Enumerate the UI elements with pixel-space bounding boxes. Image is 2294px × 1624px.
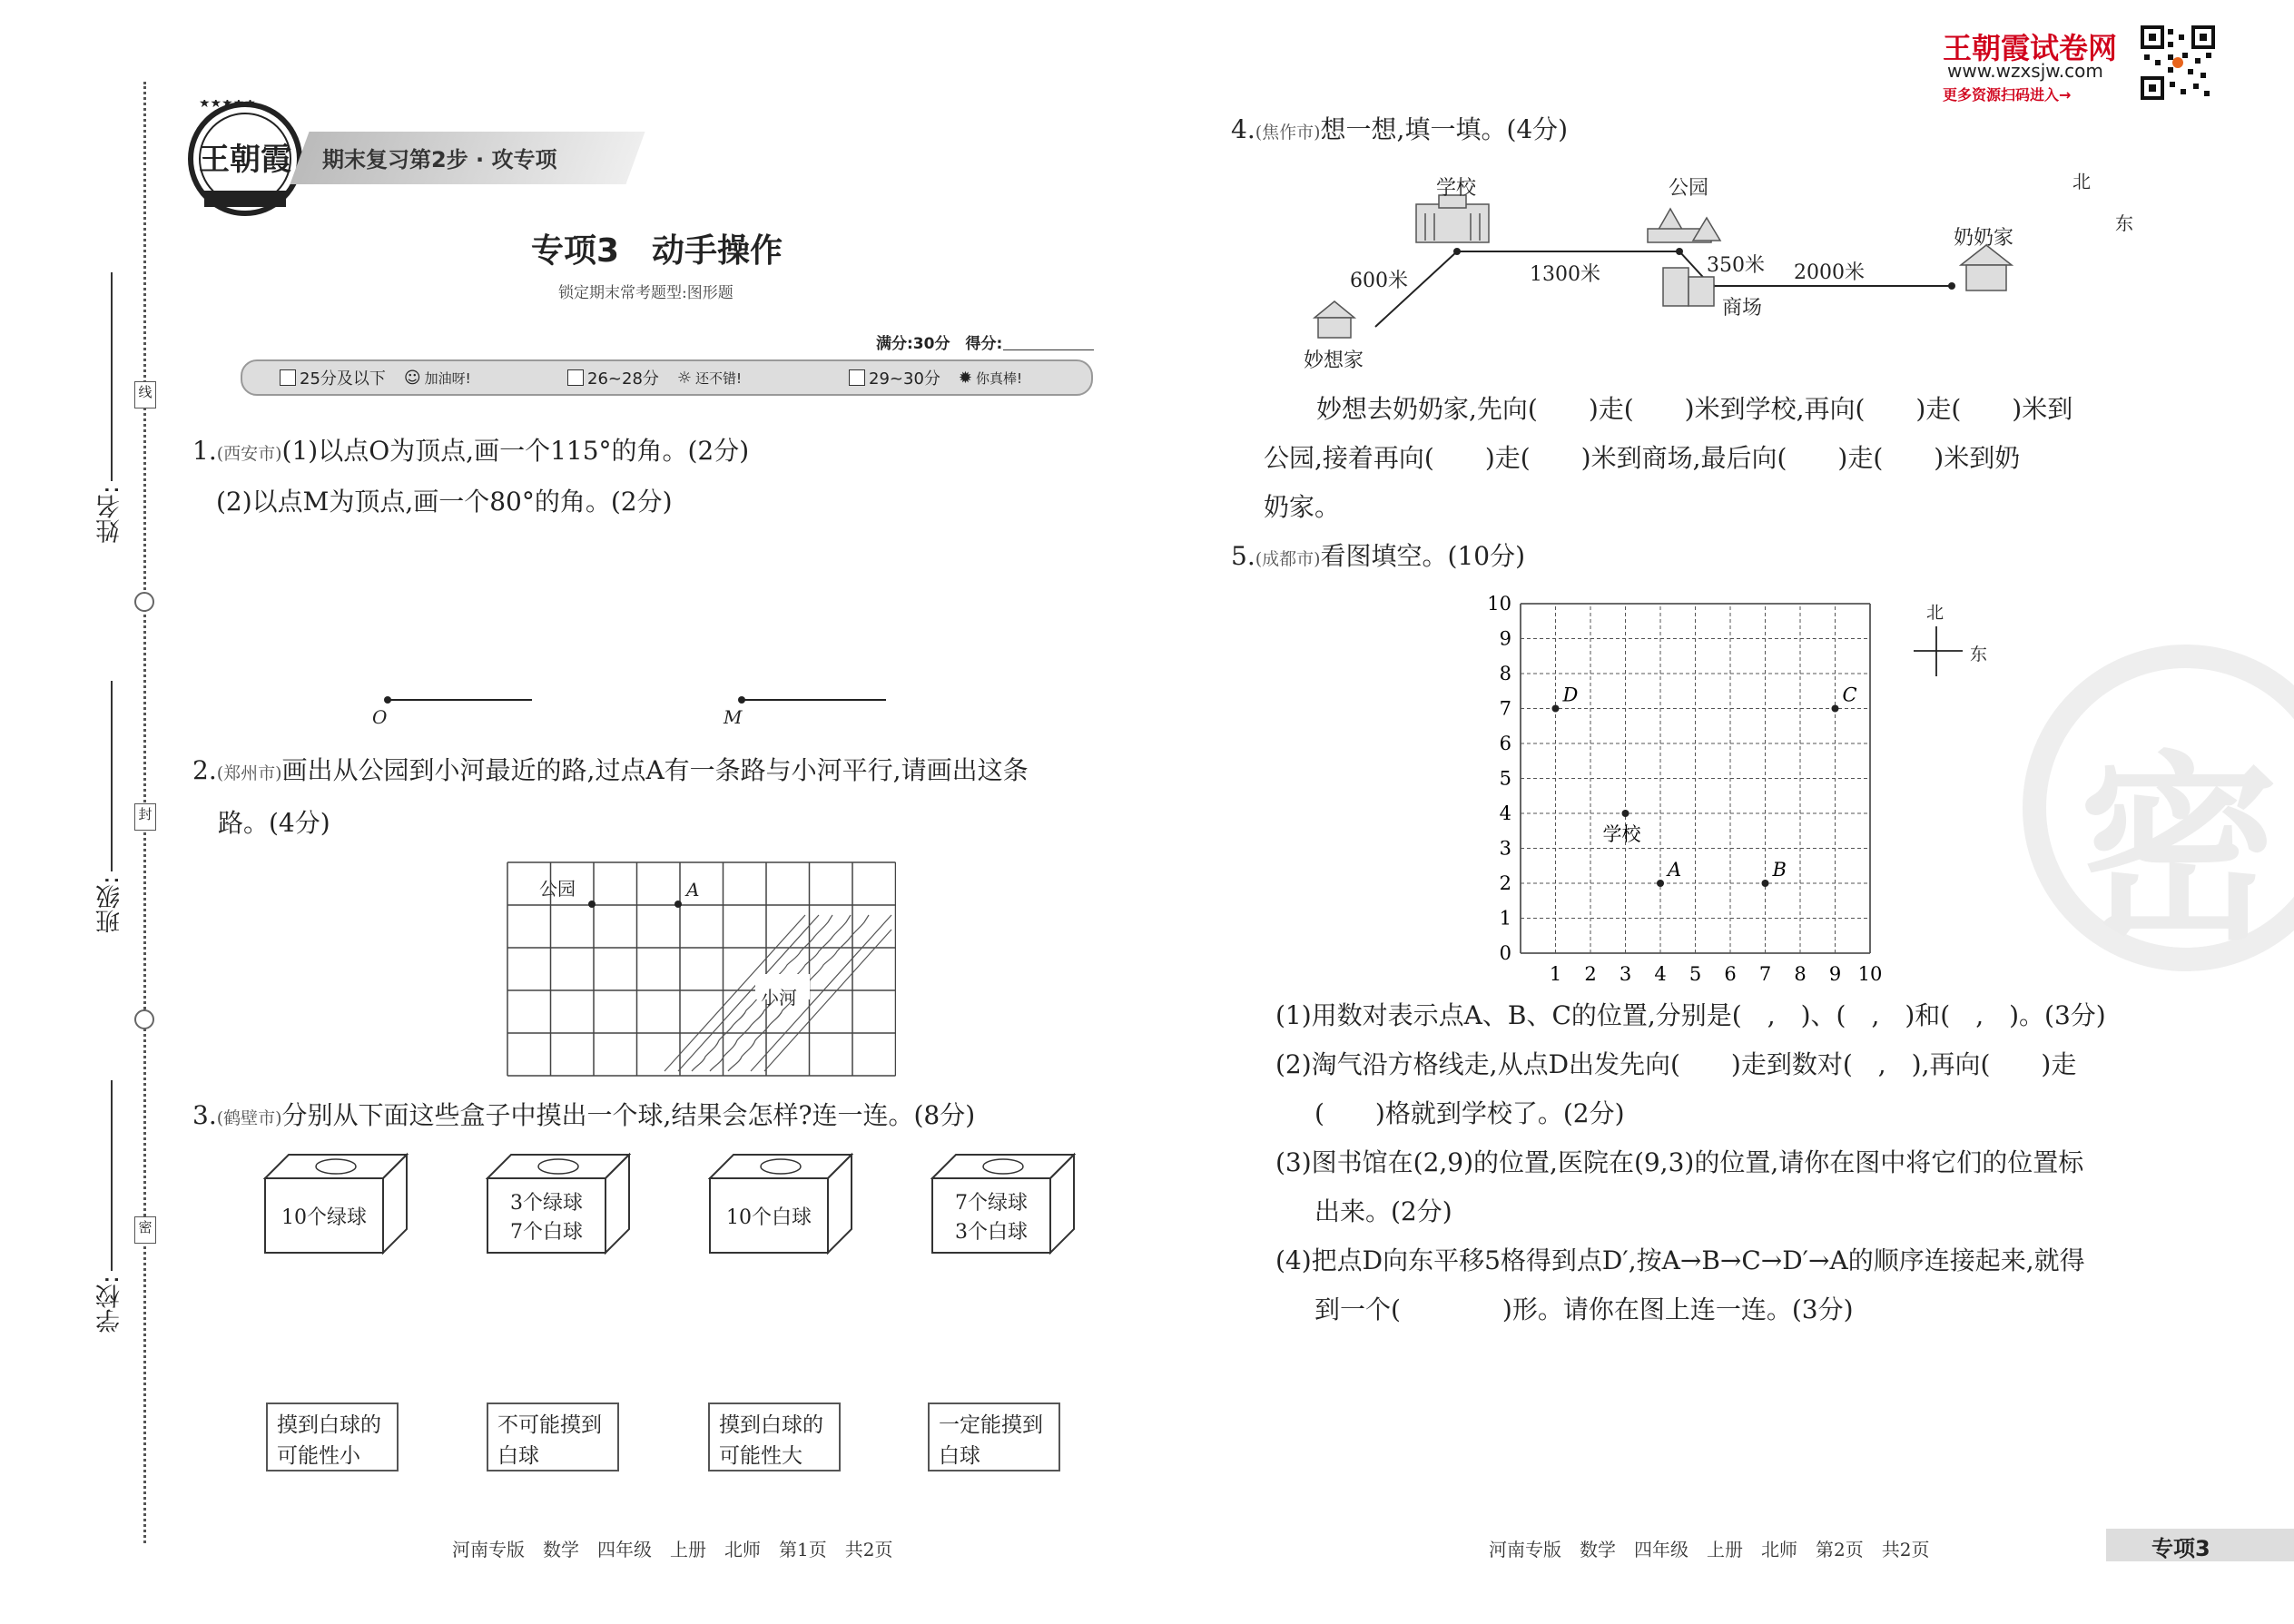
- q4-para-1[interactable]: 妙想去奶奶家,先向( )走( )米到学校,再向( )走( )米到: [1316, 394, 2073, 424]
- q5-sub-1[interactable]: (1)用数对表示点A、B、C的位置,分别是( , )、( , )和( , )。(3分): [1275, 1000, 2106, 1030]
- rating-1[interactable]: 25分及以下 ☺ 加油呀!: [280, 366, 471, 389]
- school-blank[interactable]: [111, 1080, 113, 1271]
- label-o: O: [372, 706, 388, 728]
- q5-sub-3[interactable]: ( )格就到学校了。(2分): [1314, 1098, 1625, 1128]
- y-tick-label: 0: [1499, 942, 1511, 964]
- result-box[interactable]: 一定能摸到 白球: [928, 1403, 1060, 1471]
- q5-sub-6: (4)把点D向东平移5格得到点D′,按A→B→C→D′→A的顺序连接起来,就得: [1275, 1245, 2085, 1275]
- q5-line: 5.(成都市)看图填空。(10分): [1231, 541, 1526, 571]
- park-label: 公园: [539, 878, 576, 900]
- star-icon: ✹: [958, 368, 972, 388]
- checkbox-icon[interactable]: [280, 369, 296, 386]
- footer-tab: 专项3: [2151, 1536, 2210, 1561]
- box-contents: 7个绿球 3个白球: [955, 1192, 1028, 1244]
- x-tick-label: 4: [1654, 963, 1667, 985]
- compass-north: 北: [2072, 171, 2091, 192]
- box-contents: 10个绿球: [281, 1206, 367, 1229]
- score-line: 满分:30分 得分:: [876, 335, 1003, 353]
- q5-compass-icon: [1906, 622, 1970, 685]
- grid-point-label: C: [1842, 684, 1857, 706]
- checkbox-icon[interactable]: [567, 369, 584, 386]
- distance-4: 2000米: [1794, 261, 1865, 284]
- score-blank[interactable]: [1003, 349, 1094, 350]
- banner-text: 期末复习第2步 · 攻专项: [322, 147, 557, 172]
- smiley-icon: ☺: [403, 368, 421, 388]
- q2-line2: 路。(4分): [218, 808, 330, 838]
- q4-para-2[interactable]: 公园,接着再向( )走( )米到商场,最后向( )走( )米到奶: [1264, 443, 2021, 473]
- page-title: 专项3 动手操作: [531, 232, 783, 270]
- compass-east: 东: [2115, 212, 2133, 234]
- footer-left: 河南专版 数学 四年级 上册 北师 第1页 共2页: [452, 1539, 893, 1560]
- grid-point-label: D: [1562, 684, 1579, 706]
- grid-point: [1552, 705, 1560, 713]
- q5-sub-5: 出来。(2分): [1314, 1196, 1452, 1226]
- x-tick-label: 9: [1828, 963, 1842, 985]
- grid-point: [1657, 880, 1664, 887]
- river-label: 小河: [761, 987, 797, 1009]
- park-point: [588, 901, 596, 908]
- x-tick-label: 3: [1619, 963, 1632, 985]
- x-tick-label: 10: [1857, 963, 1883, 985]
- park-icon: [1648, 209, 1720, 242]
- ball-box[interactable]: [930, 1151, 1076, 1259]
- grandma-house-icon: [1961, 245, 2012, 290]
- y-tick-label: 7: [1499, 697, 1511, 720]
- x-tick-label: 2: [1584, 963, 1597, 985]
- label-m: M: [724, 706, 743, 728]
- page-subtitle: 锁定期末常考题型:图形题: [558, 284, 733, 302]
- class-blank[interactable]: [111, 681, 113, 871]
- name-blank[interactable]: [111, 272, 113, 481]
- class-label: 班级:: [96, 876, 124, 934]
- svg-text:★★★★★: ★★★★★: [199, 100, 256, 111]
- x-tick-label: 1: [1549, 963, 1562, 985]
- grid-point-label: 学校: [1602, 823, 1641, 845]
- seal-mark-line: 线: [134, 381, 156, 408]
- watermark-text: 密: [2079, 734, 2279, 967]
- qr-code-icon[interactable]: [2141, 25, 2215, 100]
- y-tick-label: 9: [1499, 627, 1511, 650]
- map-label-grandma: 奶奶家: [1954, 227, 2014, 250]
- sun-icon: ☼: [676, 368, 693, 388]
- q1-line2: (2)以点M为顶点,画一个80°的角。(2分): [216, 487, 673, 517]
- ball-box[interactable]: [708, 1151, 853, 1259]
- q5-sub-2[interactable]: (2)淘气沿方格线走,从点D出发先向( )走到数对( , ),再向( )走: [1275, 1049, 2077, 1079]
- checkbox-icon[interactable]: [849, 369, 865, 386]
- y-tick-label: 8: [1499, 663, 1511, 684]
- map-label-school: 学校: [1436, 177, 1477, 200]
- q5-compass-north: 北: [1926, 603, 1944, 623]
- seal-mark-secret: 密: [134, 1216, 156, 1244]
- rating-2[interactable]: 26~28分 ☼ 还不错!: [567, 366, 742, 389]
- x-tick-label: 8: [1794, 963, 1807, 985]
- school-icon: [1416, 195, 1489, 242]
- binding-hole: [134, 592, 154, 612]
- q5-sub-4: (3)图书馆在(2,9)的位置,医院在(9,3)的位置,请你在图中将它们的位置标: [1275, 1147, 2084, 1177]
- q5-compass-east: 东: [1970, 645, 1988, 664]
- x-tick-label: 7: [1758, 963, 1772, 985]
- ball-box[interactable]: [263, 1151, 409, 1259]
- distance-2: 1300米: [1530, 263, 1600, 286]
- seal-mark-seal: 封: [134, 803, 156, 831]
- logo-text: 王朝霞: [199, 142, 291, 178]
- y-tick-label: 6: [1499, 733, 1511, 754]
- name-label: 姓名:: [96, 486, 124, 544]
- grid-point-label: B: [1772, 859, 1787, 881]
- y-tick-label: 3: [1499, 837, 1511, 860]
- coordinate-grid[interactable]: [1471, 581, 1888, 999]
- result-box[interactable]: 不可能摸到 白球: [487, 1403, 619, 1471]
- brand-name[interactable]: 王朝霞试卷网: [1943, 31, 2118, 65]
- grid-point: [1832, 705, 1839, 713]
- distance-3: 350米: [1707, 254, 1765, 277]
- y-tick-label: 5: [1499, 767, 1511, 790]
- footer-right: 河南专版 数学 四年级 上册 北师 第2页 共2页: [1489, 1539, 1930, 1560]
- point-a-label: A: [686, 879, 700, 901]
- q4-para-3: 奶家。: [1264, 492, 1341, 522]
- home-icon: [1314, 301, 1354, 338]
- y-tick-label: 10: [1487, 593, 1511, 615]
- rating-3[interactable]: 29~30分 ✹ 你真棒!: [849, 366, 1022, 389]
- x-tick-label: 5: [1689, 963, 1702, 985]
- map-label-home: 妙想家: [1304, 349, 1364, 372]
- result-box[interactable]: 摸到白球的 可能性小: [266, 1403, 399, 1471]
- box-contents: 3个绿球 7个白球: [510, 1192, 583, 1244]
- q1-rays[interactable]: [363, 685, 908, 740]
- y-tick-label: 4: [1499, 802, 1511, 824]
- brand-cta[interactable]: 更多资源扫码进入→: [1943, 86, 2072, 103]
- y-tick-label: 2: [1499, 872, 1511, 894]
- q2-line1: 2.(郑州市)画出从公园到小河最近的路,过点A有一条路与小河平行,请画出这条: [192, 755, 1029, 785]
- box-contents: 10个白球: [726, 1206, 812, 1229]
- grid-point-label: A: [1668, 859, 1682, 881]
- q4-line: 4.(焦作市)想一想,填一填。(4分): [1231, 114, 1569, 144]
- point-a: [674, 901, 682, 908]
- binding-hole: [134, 1009, 154, 1029]
- map-label-mall: 商场: [1722, 297, 1763, 320]
- q3-line: 3.(鹤壁市)分别从下面这些盒子中摸出一个球,结果会怎样?连一连。(8分): [192, 1100, 976, 1130]
- q1-line1: 1.(西安市)(1)以点O为顶点,画一个115°的角。(2分): [192, 436, 750, 466]
- grid-point: [1622, 810, 1629, 817]
- school-label: 学校:: [96, 1275, 124, 1334]
- brand-url[interactable]: www.wzxsjw.com: [1947, 60, 2103, 82]
- x-tick-label: 6: [1724, 963, 1737, 985]
- result-box[interactable]: 摸到白球的 可能性大: [708, 1403, 841, 1471]
- map-label-park: 公园: [1669, 177, 1709, 200]
- ball-box[interactable]: [486, 1151, 631, 1259]
- distance-1: 600米: [1350, 270, 1408, 292]
- y-tick-label: 1: [1499, 907, 1511, 930]
- q5-sub-7[interactable]: 到一个( )形。请你在图上连一连。(3分): [1314, 1294, 1854, 1324]
- grid-point: [1762, 880, 1769, 887]
